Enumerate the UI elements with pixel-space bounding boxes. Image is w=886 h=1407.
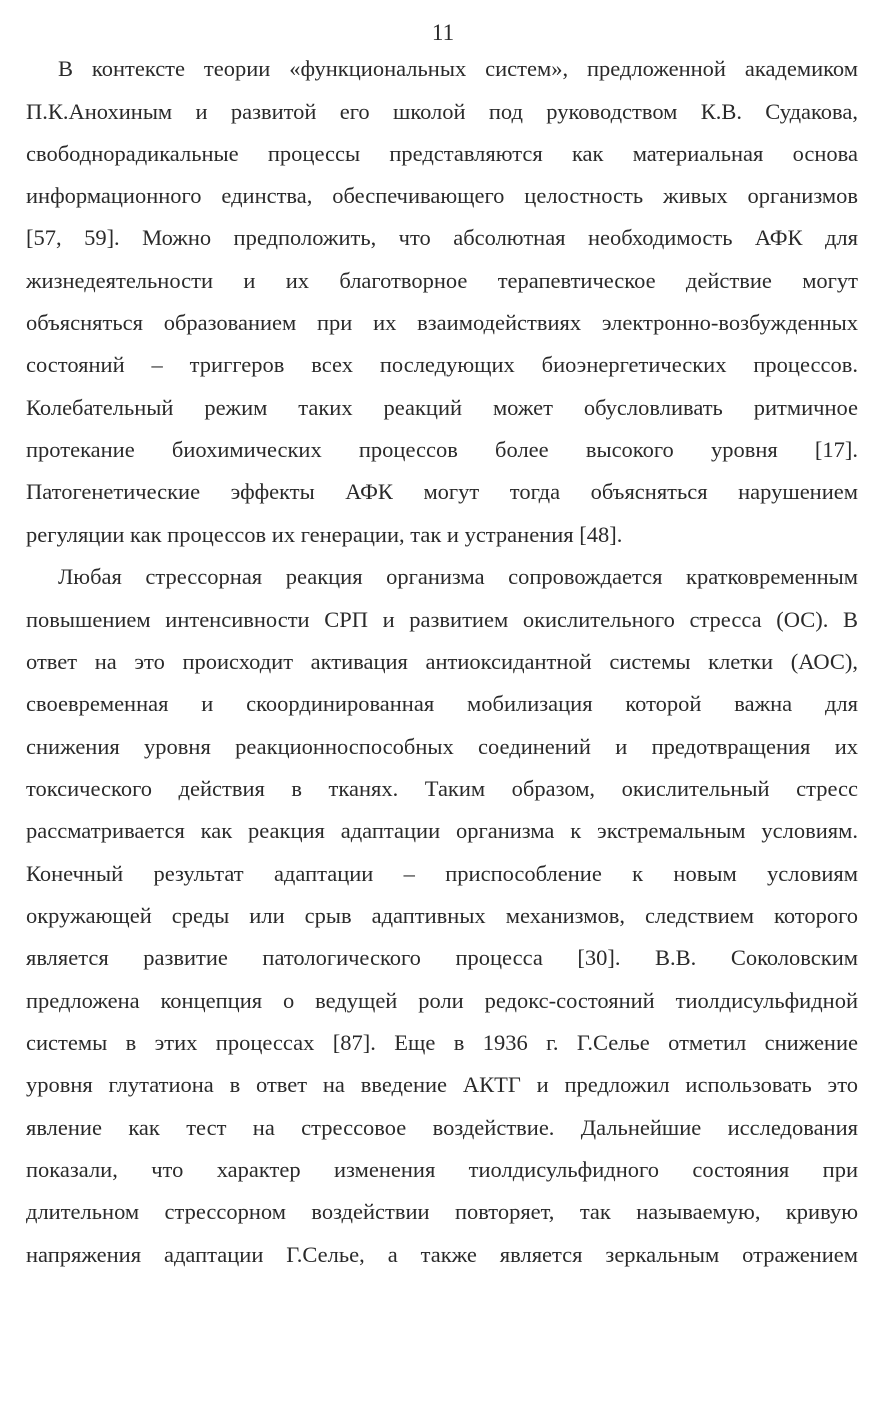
text-line: П.К.Анохиным и развитой его школой под руководством К.В. Судакова, (26, 99, 858, 124)
text-line: Колебательный режим таких реакций может обусловливать ритмичное (26, 395, 858, 420)
text-line: ответ на это происходит активация антиоксидантной системы клетки (АОС), (26, 649, 858, 674)
text-line: протекание биохимических процессов более высокого уровня [17]. (26, 437, 858, 462)
text-line: длительном стрессорном воздействии повторяет, так называемую, кривую (26, 1199, 858, 1224)
text-line: Конечный результат адаптации – приспособление к новым условиям (26, 861, 858, 886)
page-number: 11 (431, 20, 455, 45)
text-line: рассматривается как реакция адаптации организма к экстремальным условиям. (26, 818, 858, 843)
text-line: повышением интенсивности СРП и развитием окислительного стресса (ОС). В (26, 607, 858, 632)
text-line: окружающей среды или срыв адаптивных механизмов, следствием которого (26, 903, 858, 928)
text-line: уровня глутатиона в ответ на введение АКТГ и предложил использовать это (26, 1072, 858, 1097)
text-line: явление как тест на стрессовое воздействие. Дальнейшие исследования (26, 1115, 858, 1140)
text-line: свободнорадикальные процессы представляются как материальная основа (26, 141, 858, 166)
text-line: показали, что характер изменения тиолдисульфидного состояния при (26, 1157, 858, 1182)
text-line: В контексте теории «функциональных систем», предложенной академиком (58, 56, 858, 81)
text-line: напряжения адаптации Г.Селье, а также является зеркальным отражением (26, 1242, 858, 1267)
text-line: Любая стрессорная реакция организма сопровождается кратковременным (58, 564, 858, 589)
text-line: регуляции как процессов их генерации, так и устранения [48]. (26, 522, 623, 547)
text-line: [57, 59]. Можно предположить, что абсолютная необходимость АФК для (26, 225, 858, 250)
text-line: является развитие патологического процесса [30]. В.В. Соколовским (26, 945, 858, 970)
text-line: снижения уровня реакционноспособных соединений и предотвращения их (26, 734, 858, 759)
text-line: токсического действия в тканях. Таким образом, окислительный стресс (26, 776, 858, 801)
text-line: состояний – триггеров всех последующих биоэнергетических процессов. (26, 352, 858, 377)
text-line: информационного единства, обеспечивающего целостность живых организмов (26, 183, 858, 208)
text-line: объясняться образованием при их взаимодействиях электронно-возбужденных (26, 310, 858, 335)
text-line: системы в этих процессах [87]. Еще в 1936 г. Г.Селье отметил снижение (26, 1030, 858, 1055)
text-line: своевременная и скоординированная мобилизация которой важна для (26, 691, 858, 716)
text-line: предложена концепция о ведущей роли редокс-состояний тиолдисульфидной (26, 988, 858, 1013)
text-line: жизнедеятельности и их благотворное терапевтическое действие могут (26, 268, 858, 293)
text-line: Патогенетические эффекты АФК могут тогда объясняться нарушением (26, 479, 858, 504)
